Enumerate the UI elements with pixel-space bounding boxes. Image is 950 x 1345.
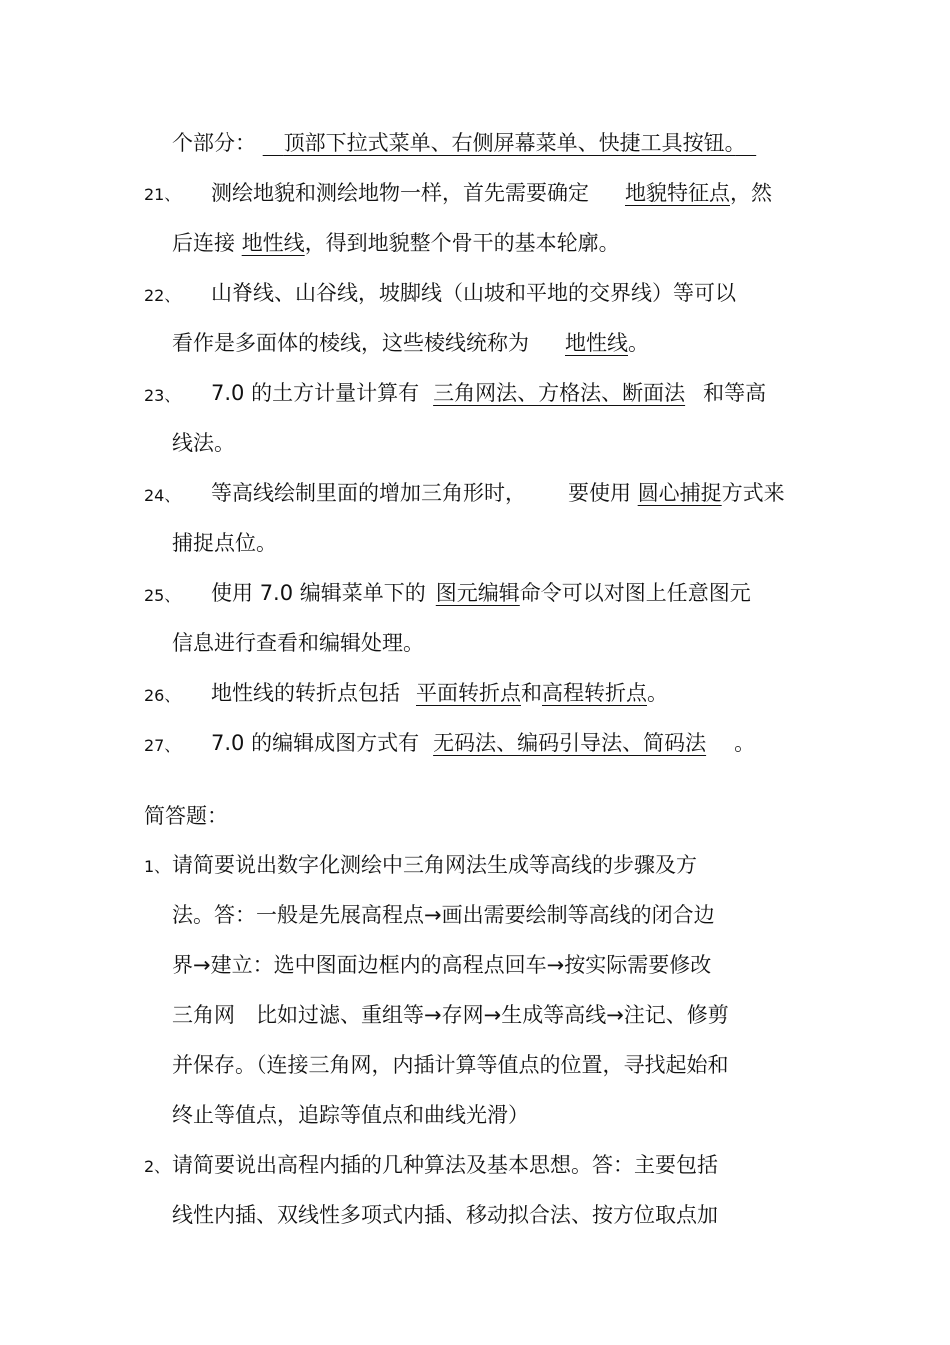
intro-answer: 顶部下拉式菜单、右侧屏幕菜单、快捷工具按钮。 xyxy=(283,131,736,155)
sa-q1-line: 界→建立：选中图面边框内的高程点回车→按实际需要修改 xyxy=(172,953,712,977)
question-number: 27、 xyxy=(144,736,181,755)
q21-answer1: 地貌特征点 xyxy=(625,181,730,205)
q24-line1: 等高线绘制里面的增加三角形时， 要使用 圆心捕捉方式来 xyxy=(211,481,785,505)
question-number: 24、 xyxy=(144,486,181,505)
question-number: 26、 xyxy=(144,686,181,705)
intro-line xyxy=(172,128,756,158)
q22-answer: 地性线 xyxy=(565,331,628,355)
sa-q2-line: 线性内插、双线性多项式内插、移动拟合法、按方位取点加 xyxy=(172,1203,718,1227)
q21-line1: 测绘地貌和测绘地物一样，首先需要确定 地貌特征点，然 xyxy=(211,181,772,205)
q27-line: 7.0 的编辑成图方式有 无码法、编码引导法、简码法 。 xyxy=(211,731,756,755)
q26-answer2: 高程转折点 xyxy=(542,681,647,705)
q25-line2: 信息进行查看和编辑处理。 xyxy=(172,631,424,655)
q27-answer: 无码法、编码引导法、简码法 xyxy=(433,731,707,755)
q22-line2: 看作是多面体的棱线，这些棱线统称为 地性线。 xyxy=(172,331,649,355)
q24-answer: 圆心捕捉 xyxy=(637,481,722,505)
q23-line1: 7.0 的土方计量计算有 三角网法、方格法、断面法 和等高 xyxy=(211,381,767,405)
question-number: 1、 xyxy=(144,857,171,876)
sa-q1-line: 并保存。（连接三角网，内插计算等值点的位置，寻找起始和 xyxy=(172,1053,729,1077)
question-number: 2、 xyxy=(144,1157,171,1176)
q23-answer: 三角网法、方格法、断面法 xyxy=(433,381,686,405)
sa-q1-line: 三角网 比如过滤、重组等→存网→生成等高线→注记、修剪 xyxy=(172,1003,729,1027)
q22-line1: 山脊线、山谷线，坡脚线（山坡和平地的交界线）等可以 xyxy=(211,281,736,305)
sa-q1-line: 法。答：一般是先展高程点→画出需要绘制等高线的闭合边 xyxy=(172,903,715,927)
question-number: 22、 xyxy=(144,286,181,305)
section-heading: 简答题： xyxy=(144,804,228,828)
q26-line: 地性线的转折点包括 平面转折点和高程转折点。 xyxy=(211,681,668,705)
question-number: 25、 xyxy=(144,586,181,605)
q23-line2: 线法。 xyxy=(172,431,235,455)
q24-line2: 捕捉点位。 xyxy=(172,531,277,555)
sa-q2-line: 请简要说出高程内插的几种算法及基本思想。答：主要包括 xyxy=(172,1153,718,1177)
sa-q1-line: 终止等值点，追踪等值点和曲线光滑） xyxy=(172,1103,529,1127)
q26-answer1: 平面转折点 xyxy=(416,681,521,705)
sa-q1-line: 请简要说出数字化测绘中三角网法生成等高线的步骤及方 xyxy=(172,853,697,877)
question-number: 23、 xyxy=(144,386,181,405)
q21-answer2: 地性线 xyxy=(241,231,305,255)
q21-line2: 后连接 地性线，得到地貌整个骨干的基本轮廓。 xyxy=(172,231,620,255)
q25-answer: 图元编辑 xyxy=(435,581,520,605)
q25-line1: 使用 7.0 编辑菜单下的 图元编辑命令可以对图上任意图元 xyxy=(211,581,751,605)
intro-text: 个部分： xyxy=(172,131,256,155)
question-number: 21、 xyxy=(144,185,181,204)
